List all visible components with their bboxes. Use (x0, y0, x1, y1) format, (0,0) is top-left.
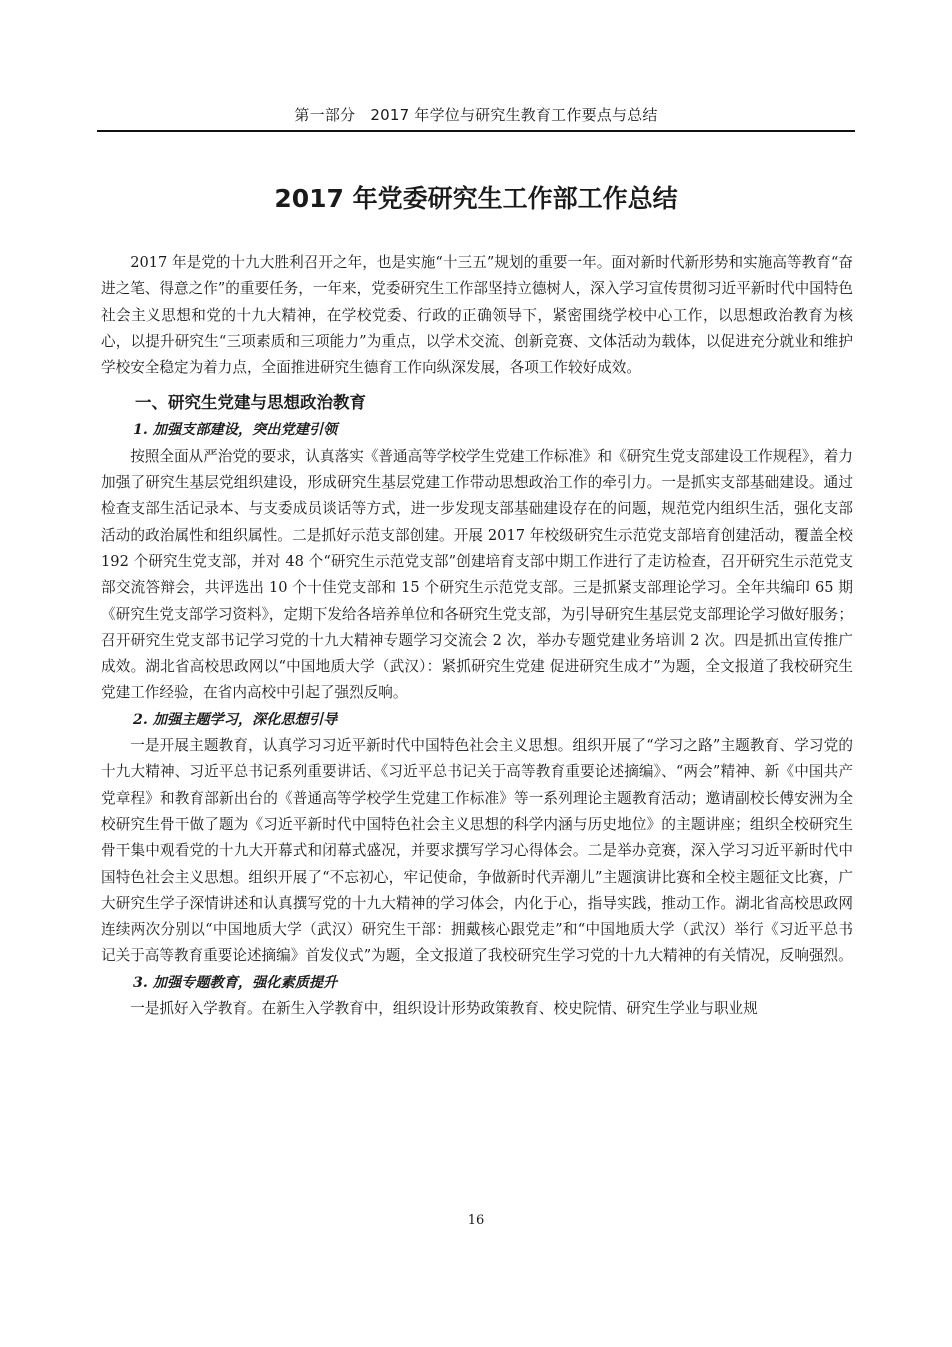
document-title: 2017 年党委研究生工作部工作总结 (274, 183, 678, 213)
subsection-paragraph-1: 按照全面从严治党的要求，认真落实《普通高等学校学生党建工作标准》和《研究生党支部建设工作规程》，着力加强了研究生基层党组织建设，形成研究生基层党建工作带动思想政治工作的牵引力。一是抓实支部基础建设。通过检查支部生活记录本、与支委成员谈话等方式，进一步发现支部基础建设存在的问题，规范党内组织生活，强化支部活动的政治属性和组织属性。二是抓好示范支部创建。开展 2017 年校级研究生示范党支部培育创建活动，覆盖全校 192 个研究生党支部，并对 48 个“研究生示范党支部”创建培育支部中期工作进行了走访检查，召开研究生示范党支部交流答辩会，共评选出 10 个十佳党支部和 15 个研究生示范党支部。三是抓紧支部理论学习。全年共编印 65 期《研究生党支部学习资料》，定期下发给各培养单位和各研究生党支部，为引导研究生基层党支部理论学习做好服务；召开研究生党支部书记学习党的十九大精神专题学习交流会 2 次，举办专题党建业务培训 2 次。四是抓出宣传推广成效。湖北省高校思政网以“中国地质大学（武汉）：紧抓研究生党建 促进研究生成才”为题，全文报道了我校研究生党建工作经验，在省内高校中引起了强烈反响。 (101, 447, 853, 702)
document-body (101, 250, 853, 1022)
subsection-paragraph-2: 一是开展主题教育，认真学习习近平新时代中国特色社会主义思想。组织开展了“学习之路”主题教育、学习党的十九大精神、习近平总书记系列重要讲话、《习近平总书记关于高等教育重要论述摘编》、“两会”精神、新《中国共产党章程》和教育部新出台的《普通高等学校学生党建工作标准》等一系列理论主题教育活动；邀请副校长傅安洲为全校研究生骨干做了题为《习近平新时代中国特色社会主义思想的科学内涵与历史地位》的主题讲座；组织全校研究生骨干集中观看党的十九大开幕式和闭幕式盛况，并要求撰写学习心得体会。二是举办竞赛，深入学习习近平新时代中国特色社会主义思想。组织开展了“不忘初心，牢记使命，争做新时代弄潮儿”主题演讲比赛和全校主题征文比赛，广大研究生学子深情讲述和认真撰写党的十九大精神的学习体会，内化于心，指导实践，推动工作。湖北省高校思政网连续两次分别以“中国地质大学（武汉）研究生干部：拥戴核心跟党走”和“中国地质大学（武汉）举行《习近平总书记关于高等教育重要论述摘编》首发仪式”为题，全文报道了我校研究生学习党的十九大精神的有关情况，反响强烈。 (101, 737, 853, 965)
subsection-paragraph-3: 一是抓好入学教育。在新生入学教育中，组织设计形势政策教育、校史院情、研究生学业与职业规 (130, 1000, 758, 1018)
running-head: 第一部分 2017 年学位与研究生教育工作要点与总结 (294, 106, 658, 124)
page-number: 16 (467, 1213, 485, 1228)
section-heading: 一、研究生党建与思想政治教育 (135, 393, 366, 413)
header-rule (97, 130, 855, 132)
subsection-heading-3: 3. 加强专题教育，强化素质提升 (133, 974, 338, 991)
intro-paragraph: 2017 年是党的十九大胜利召开之年，也是实施“十三五”规划的重要一年。面对新时代新形势和实施高等教育“奋进之笔、得意之作”的重要任务，一年来，党委研究生工作部坚持立德树人，深入学习宣传贯彻习近平新时代中国特色社会主义思想和党的十九大精神，在学校党委、行政的正确领导下，紧密围绕学校中心工作，以思想政治教育为核心，以提升研究生“三项素质和三项能力”为重点，以学术交流、创新竞赛、文体活动为载体，以促进充分就业和维护学校安全稳定为着力点，全面推进研究生德育工作向纵深发展，各项工作较好成效。 (101, 254, 853, 377)
subsection-heading-2: 2. 加强主题学习，深化思想引导 (133, 711, 338, 728)
subsection-heading-1: 1. 加强支部建设，突出党建引领 (133, 422, 338, 439)
